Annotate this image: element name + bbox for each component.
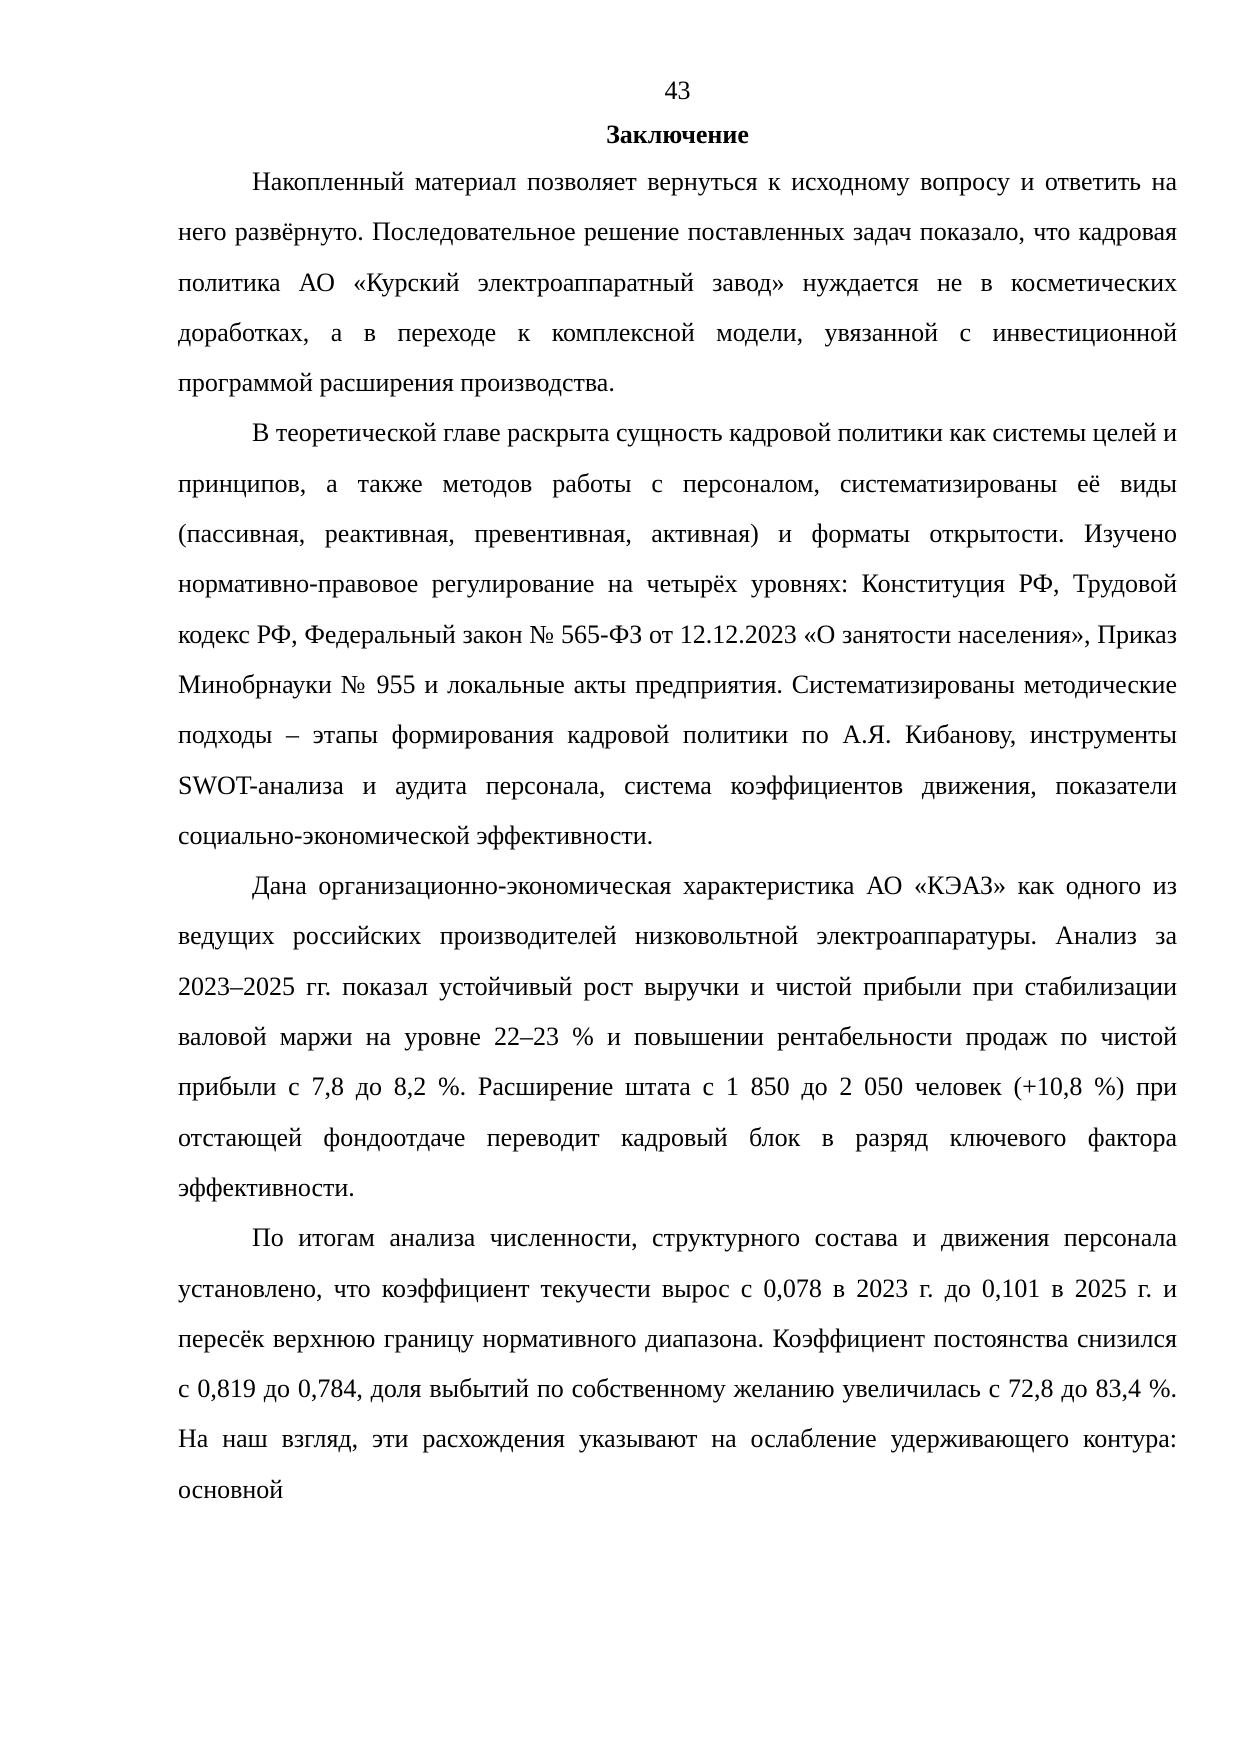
paragraph: По итогам анализа численности, структурного состава и движения персонала установлено, что коэффициент текучести вырос с 0,078 в 2023 г. до 0,101 в 2025 г. и пересёк верхнюю границу нормативного диапазона. Коэффициент постоянства снизился с 0,819 до 0,784, доля выбытий по собственному желанию увеличилась с 72,8 до 83,4 %. На наш взгляд, эти расхождения указывают на ослабление удерживающего контура: основной xyxy=(178,1223,1177,1504)
section-heading: Заключение xyxy=(606,120,749,149)
page-number: 43 xyxy=(664,76,691,105)
paragraph: Дана организационно-экономическая характеристика АО «КЭАЗ» как одного из ведущих российских производителей низковольтной электроаппаратуры. Анализ за 2023–2025 гг. показал устойчивый рост выручки и чистой прибыли при стабилизации валовой маржи на уровне 22–23 % и повышении рентабельности продаж по чистой прибыли с 7,8 до 8,2 %. Расширение штата с 1 850 до 2 050 человек (+10,8 %) при отстающей фондоотдаче переводит кадровый блок в разряд ключевого фактора эффективности. xyxy=(178,871,1177,1202)
paragraph: В теоретической главе раскрыта сущность кадровой политики как системы целей и принципов, а также методов работы с персоналом, систематизированы её виды (пассивная, реактивная, превентивная, активная) и форматы открытости. Изучено нормативно-правовое регулирование на четырёх уровнях: Конституция РФ, Трудовой кодекс РФ, Федеральный закон № 565-ФЗ от 12.12.2023 «О занятости населения», Приказ Минобрнауки № 955 и локальные акты предприятия. Систематизированы методические подходы – этапы формирования кадровой политики по А.Я. Кибанову, инструменты SWOT-анализа и аудита персонала, система коэффициентов движения, показатели социально-экономической эффективности. xyxy=(178,418,1177,850)
body-text xyxy=(178,157,1177,1515)
paragraph: Накопленный материал позволяет вернуться к исходному вопросу и ответить на него развёрнуто. Последовательное решение поставленных задач показало, что кадровая политика АО «Курский электроаппаратный завод» нуждается не в косметических доработках, а в переходе к комплексной модели, увязанной с инвестиционной программой расширения производства. xyxy=(178,167,1177,398)
